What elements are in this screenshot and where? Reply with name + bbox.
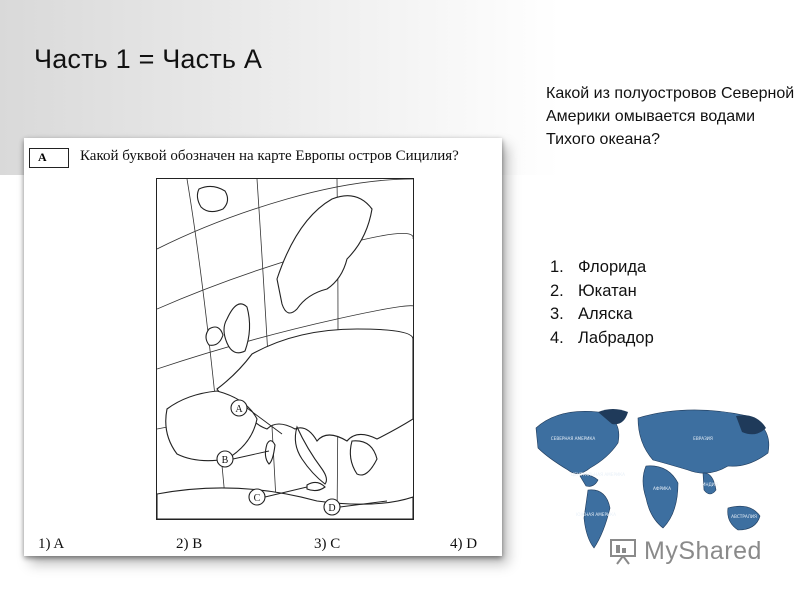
slide-title: Часть 1 = Часть А bbox=[34, 44, 263, 74]
answer-label: Лабрадор bbox=[578, 328, 654, 347]
map-option-4[interactable]: 4) D bbox=[450, 536, 478, 552]
question-text: Какой из полуостровов Северной Америки омывается водами Тихого океана? bbox=[546, 85, 795, 148]
europe-map bbox=[156, 178, 414, 520]
svg-text:СЕВЕРНАЯ АМЕРИКА: СЕВЕРНАЯ АМЕРИКА bbox=[550, 436, 596, 441]
svg-text:АФРИКА: АФРИКА bbox=[653, 486, 671, 491]
answer-option[interactable]: 1. Флорида bbox=[550, 256, 654, 280]
logo-text: MyShared bbox=[644, 536, 762, 565]
presentation-board-icon bbox=[608, 536, 638, 566]
map-option-3[interactable]: 3) C bbox=[314, 536, 341, 552]
svg-text:ЕВРАЗИЯ: ЕВРАЗИЯ bbox=[693, 436, 713, 441]
answer-label: Аляска bbox=[578, 305, 633, 323]
answer-option[interactable]: 3. Аляска bbox=[550, 303, 654, 327]
europe-outline-map bbox=[157, 179, 413, 519]
variant-label: А bbox=[29, 148, 69, 168]
map-option-2[interactable]: 2) B bbox=[176, 536, 203, 552]
map-question-text: Какой буквой обозначен на карте Европы остров Сицилия? bbox=[80, 148, 459, 164]
answer-option[interactable]: 4. Лабрадор bbox=[550, 327, 654, 351]
marker-a: A bbox=[235, 404, 243, 415]
marker-d: D bbox=[328, 503, 336, 514]
quiz-card-image bbox=[24, 138, 502, 556]
marker-c: C bbox=[253, 493, 261, 504]
svg-text:АВСТРАЛИЯ: АВСТРАЛИЯ bbox=[731, 514, 757, 519]
myshared-logo bbox=[608, 536, 762, 566]
svg-text:ЮЖНАЯ АМЕРИКА: ЮЖНАЯ АМЕРИКА bbox=[576, 512, 616, 517]
answer-option[interactable]: 2. Юкатан bbox=[550, 280, 654, 304]
svg-text:ИНДИЯ: ИНДИЯ bbox=[702, 482, 718, 487]
map-option-1[interactable]: 1) A bbox=[38, 536, 65, 552]
answer-label: Юкатан bbox=[578, 281, 637, 300]
svg-text:ЦЕНТРАЛЬНАЯ АМЕРИКА: ЦЕНТРАЛЬНАЯ АМЕРИКА bbox=[571, 472, 625, 477]
answer-label: Флорида bbox=[578, 258, 647, 276]
answer-list bbox=[550, 256, 654, 350]
world-map-graphic bbox=[528, 398, 776, 558]
marker-b: B bbox=[221, 455, 229, 466]
